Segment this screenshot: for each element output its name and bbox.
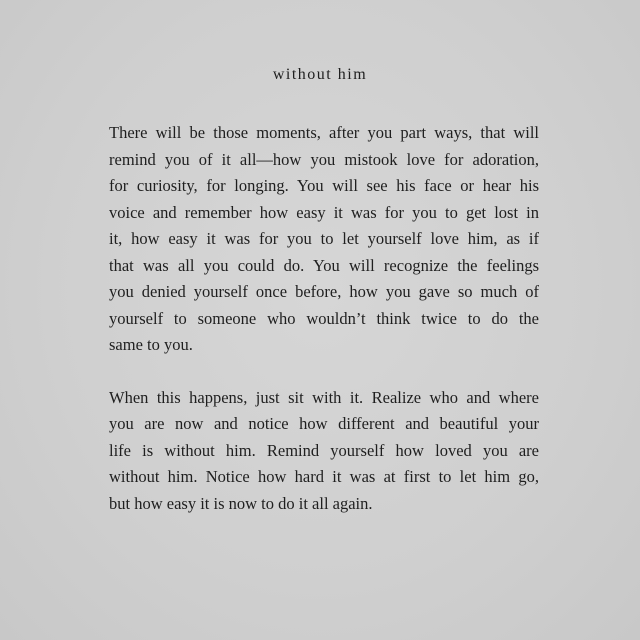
text-line: There will be those moments, after you part ways, that will: [109, 123, 539, 142]
text-line: but how easy it is now to do it all again.: [109, 493, 373, 513]
text-line: When this happens, just sit with it. Realize who and where: [109, 387, 539, 407]
text-line: voice and remember how easy it was for you to get lost in: [109, 202, 539, 222]
text-line: for curiosity, for longing. You will see his face or hear his: [109, 176, 539, 195]
text-line: same to you.: [109, 335, 193, 354]
poem-title: without him: [272, 66, 368, 83]
text-line: yourself to someone who wouldn’t think twice to do the: [109, 308, 539, 328]
text-line: life is without him. Remind yourself how loved you are: [109, 440, 539, 460]
text-line: it, how easy it was for you to let yourself love him, as if: [109, 229, 539, 248]
text-line: that was all you could do. You will recognize the feelings: [109, 255, 539, 275]
paragraph-spacer: [109, 359, 539, 385]
paragraph-1: [109, 120, 539, 359]
text-line: without him. Notice how hard it was at first to let him go,: [109, 467, 539, 486]
poem-body: [109, 120, 539, 517]
text-line: remind you of it all—how you mistook love for adoration,: [109, 149, 539, 169]
text-line: you denied yourself once before, how you gave so much of: [109, 282, 539, 301]
text-line: you are now and notice how different and beautiful your: [109, 414, 539, 433]
paragraph-2: [109, 385, 539, 518]
